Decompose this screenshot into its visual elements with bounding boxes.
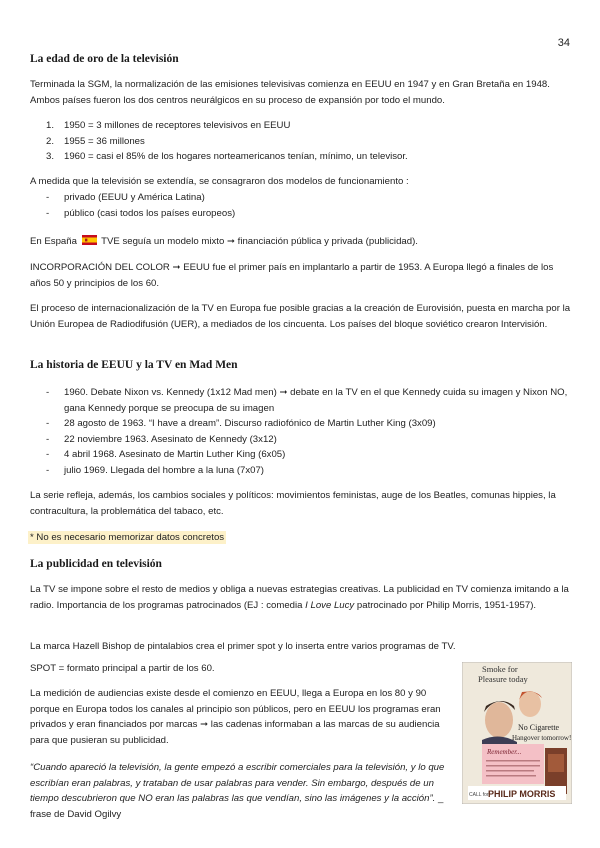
list-number: 3. [46, 151, 55, 162]
show-title: I Love Lucy [305, 599, 355, 611]
quote-text: “Cuando apareció la televisión, la gente empezó a escribir comerciales para la televisión, y lo que escribían eran palabras, y trataban de usar palabras para vender. Sin embargo, después de un tiempo descubrieron que NO eran las palabras las que vendían, sino las imágenes y la acción”. [30, 762, 445, 804]
list-text: 1960 = casi el 85% de los hogares norteamericanos tenían, mínimo, un televisor. [64, 151, 408, 162]
paragraph-spain [30, 234, 575, 250]
ad-line3: No Cigarette [518, 723, 560, 732]
paragraph-hazell-bishop: La marca Hazell Bishop de pintalabios crea el primer spot y lo inserta entre varios programas de TV. [30, 641, 456, 652]
paragraph-summary: La serie refleja, además, los cambios sociales y políticos: movimientos feministas, auge de los Beatles, comunas hippies, la contracultura, la problemática del tabaco, etc. [30, 490, 556, 517]
ad-call: CALL for [469, 792, 489, 798]
spain-suffix: TVE seguía un modelo mixto ➞ financiación pública y privada (publicidad). [101, 236, 418, 247]
quote-block [30, 760, 452, 822]
note-text: * No es necesario memorizar datos concretos [30, 532, 225, 543]
list-number: 1. [46, 120, 55, 131]
list-item [30, 149, 575, 165]
list-item: - 28 agosto de 1963. “I have a dream”. Discurso radiofónico de Martin Luther King (3x09) [46, 418, 436, 429]
list-text: julio 1969. Llegada del hombre a la luna (7x07) [64, 464, 265, 476]
section-heading-golden-age: La edad de oro de la televisión [30, 53, 179, 65]
section-heading-mad-men: La historia de EEUU y la TV en Mad Men [30, 359, 238, 371]
paragraph-color: INCORPORACIÓN DEL COLOR ➞ EEUU fue el primer país en implantarlo a partir de 1953. A Europa llegó a finales de los años 50 y principios de los 60. [30, 262, 554, 289]
ad-line1: Smoke for [482, 664, 518, 674]
ad-illustration [462, 662, 572, 804]
list-number: 2. [46, 135, 55, 147]
philip-morris-ad-image [462, 662, 572, 804]
list-item: - 22 noviembre 1963. Asesinato de Kennedy (3x12) [46, 433, 277, 445]
quote-author: _ frase de David Ogilvy [30, 793, 444, 820]
list-item: - 1960. Debate Nixon vs. Kennedy (1x12 Mad men) ➞ debate en la TV en el que Kennedy cuida su imagen y Nixon NO, gana Kennedy porque se preocupa de su imagen [46, 387, 568, 414]
models-list [30, 190, 575, 221]
ad-line2: Pleasure today [478, 674, 528, 684]
list-item: - 4 abril 1968. Asesinato de Martin Luther King (6x05) [46, 449, 286, 460]
paragraph-advertising-intro [30, 582, 575, 613]
numbered-list [30, 118, 575, 165]
list-item: - público (casi todos los países europeos) [46, 207, 236, 219]
p1-text-end: patrocinado por Philip Morris, 1951-1957). [354, 599, 537, 611]
events-list [30, 385, 575, 478]
list-item: - privado (EEUU y América Latina) [46, 192, 205, 203]
list-text: público (casi todos los países europeos) [64, 207, 236, 219]
note-highlight [28, 530, 226, 546]
p1-text: La TV se impone sobre el resto de medios y obliga a nuevas estrategias creativas. La publicidad en TV comienza imitando a la radio. Importancia de los programas patrocinados (EJ : comedia [30, 584, 569, 611]
paragraph-spot: SPOT = formato principal a partir de los 60. [30, 663, 215, 674]
list-text: 1955 = 36 millones [64, 135, 145, 147]
list-text: 4 abril 1968. Asesinato de Martin Luther King (6x05) [64, 449, 286, 460]
ad-line4: Hangover tomorrow! [512, 734, 572, 742]
paragraph-eurovision: El proceso de internacionalización de la TV en Europa fue posible gracias a la creación de Eurovisión, puesta en marcha por la Unión Europea de Radiodifusión (UER), a mediados de los cincuenta. Los países del bloque soviético crearon Intervisión. [30, 303, 571, 330]
paragraph-audience: La medición de audiencias existe desde el comienzo en EEUU, llega a Europa en los 80 y 90 porque en Europa todos los canales al principio son públicos, pero en EEUU los programas eran privados y eran financiados por marcas ➞ las cadenas informaban a las marcas de su audiencia para que pusieran su publicidad. [30, 688, 441, 746]
spain-flag-icon [82, 235, 97, 245]
list-item [30, 134, 575, 150]
list-text: privado (EEUU y América Latina) [64, 192, 205, 203]
list-item: - julio 1969. Llegada del hombre a la luna (7x07) [46, 464, 265, 476]
section-heading-advertising: La publicidad en televisión [30, 558, 162, 570]
paragraph-models-intro: A medida que la televisión se extendía, se consagraron dos modelos de funcionamiento : [30, 176, 409, 187]
ad-line5: Remember... [487, 748, 522, 756]
list-text: 1950 = 3 millones de receptores televisivos en EEUU [64, 120, 291, 131]
list-text: 28 agosto de 1963. “I have a dream”. Discurso radiofónico de Martin Luther King (3x09) [64, 418, 436, 429]
page-number: 34 [557, 37, 570, 49]
list-item [30, 118, 575, 134]
spain-prefix: En España [30, 236, 77, 247]
ad-brand: PHILIP MORRIS [488, 789, 556, 799]
list-text: 1960. Debate Nixon vs. Kennedy (1x12 Mad men) ➞ debate en la TV en el que Kennedy cuida su imagen y Nixon NO, gana Kennedy porque se preocupa de su imagen [64, 387, 568, 414]
paragraph-intro: Terminada la SGM, la normalización de las emisiones televisivas comienza en EEUU en 1947 y en Gran Bretaña en 1948. Ambos países fueron los dos centros neurálgicos en su proceso de expansión por todo el mundo. [30, 79, 550, 106]
list-text: 22 noviembre 1963. Asesinato de Kennedy (3x12) [64, 433, 277, 445]
